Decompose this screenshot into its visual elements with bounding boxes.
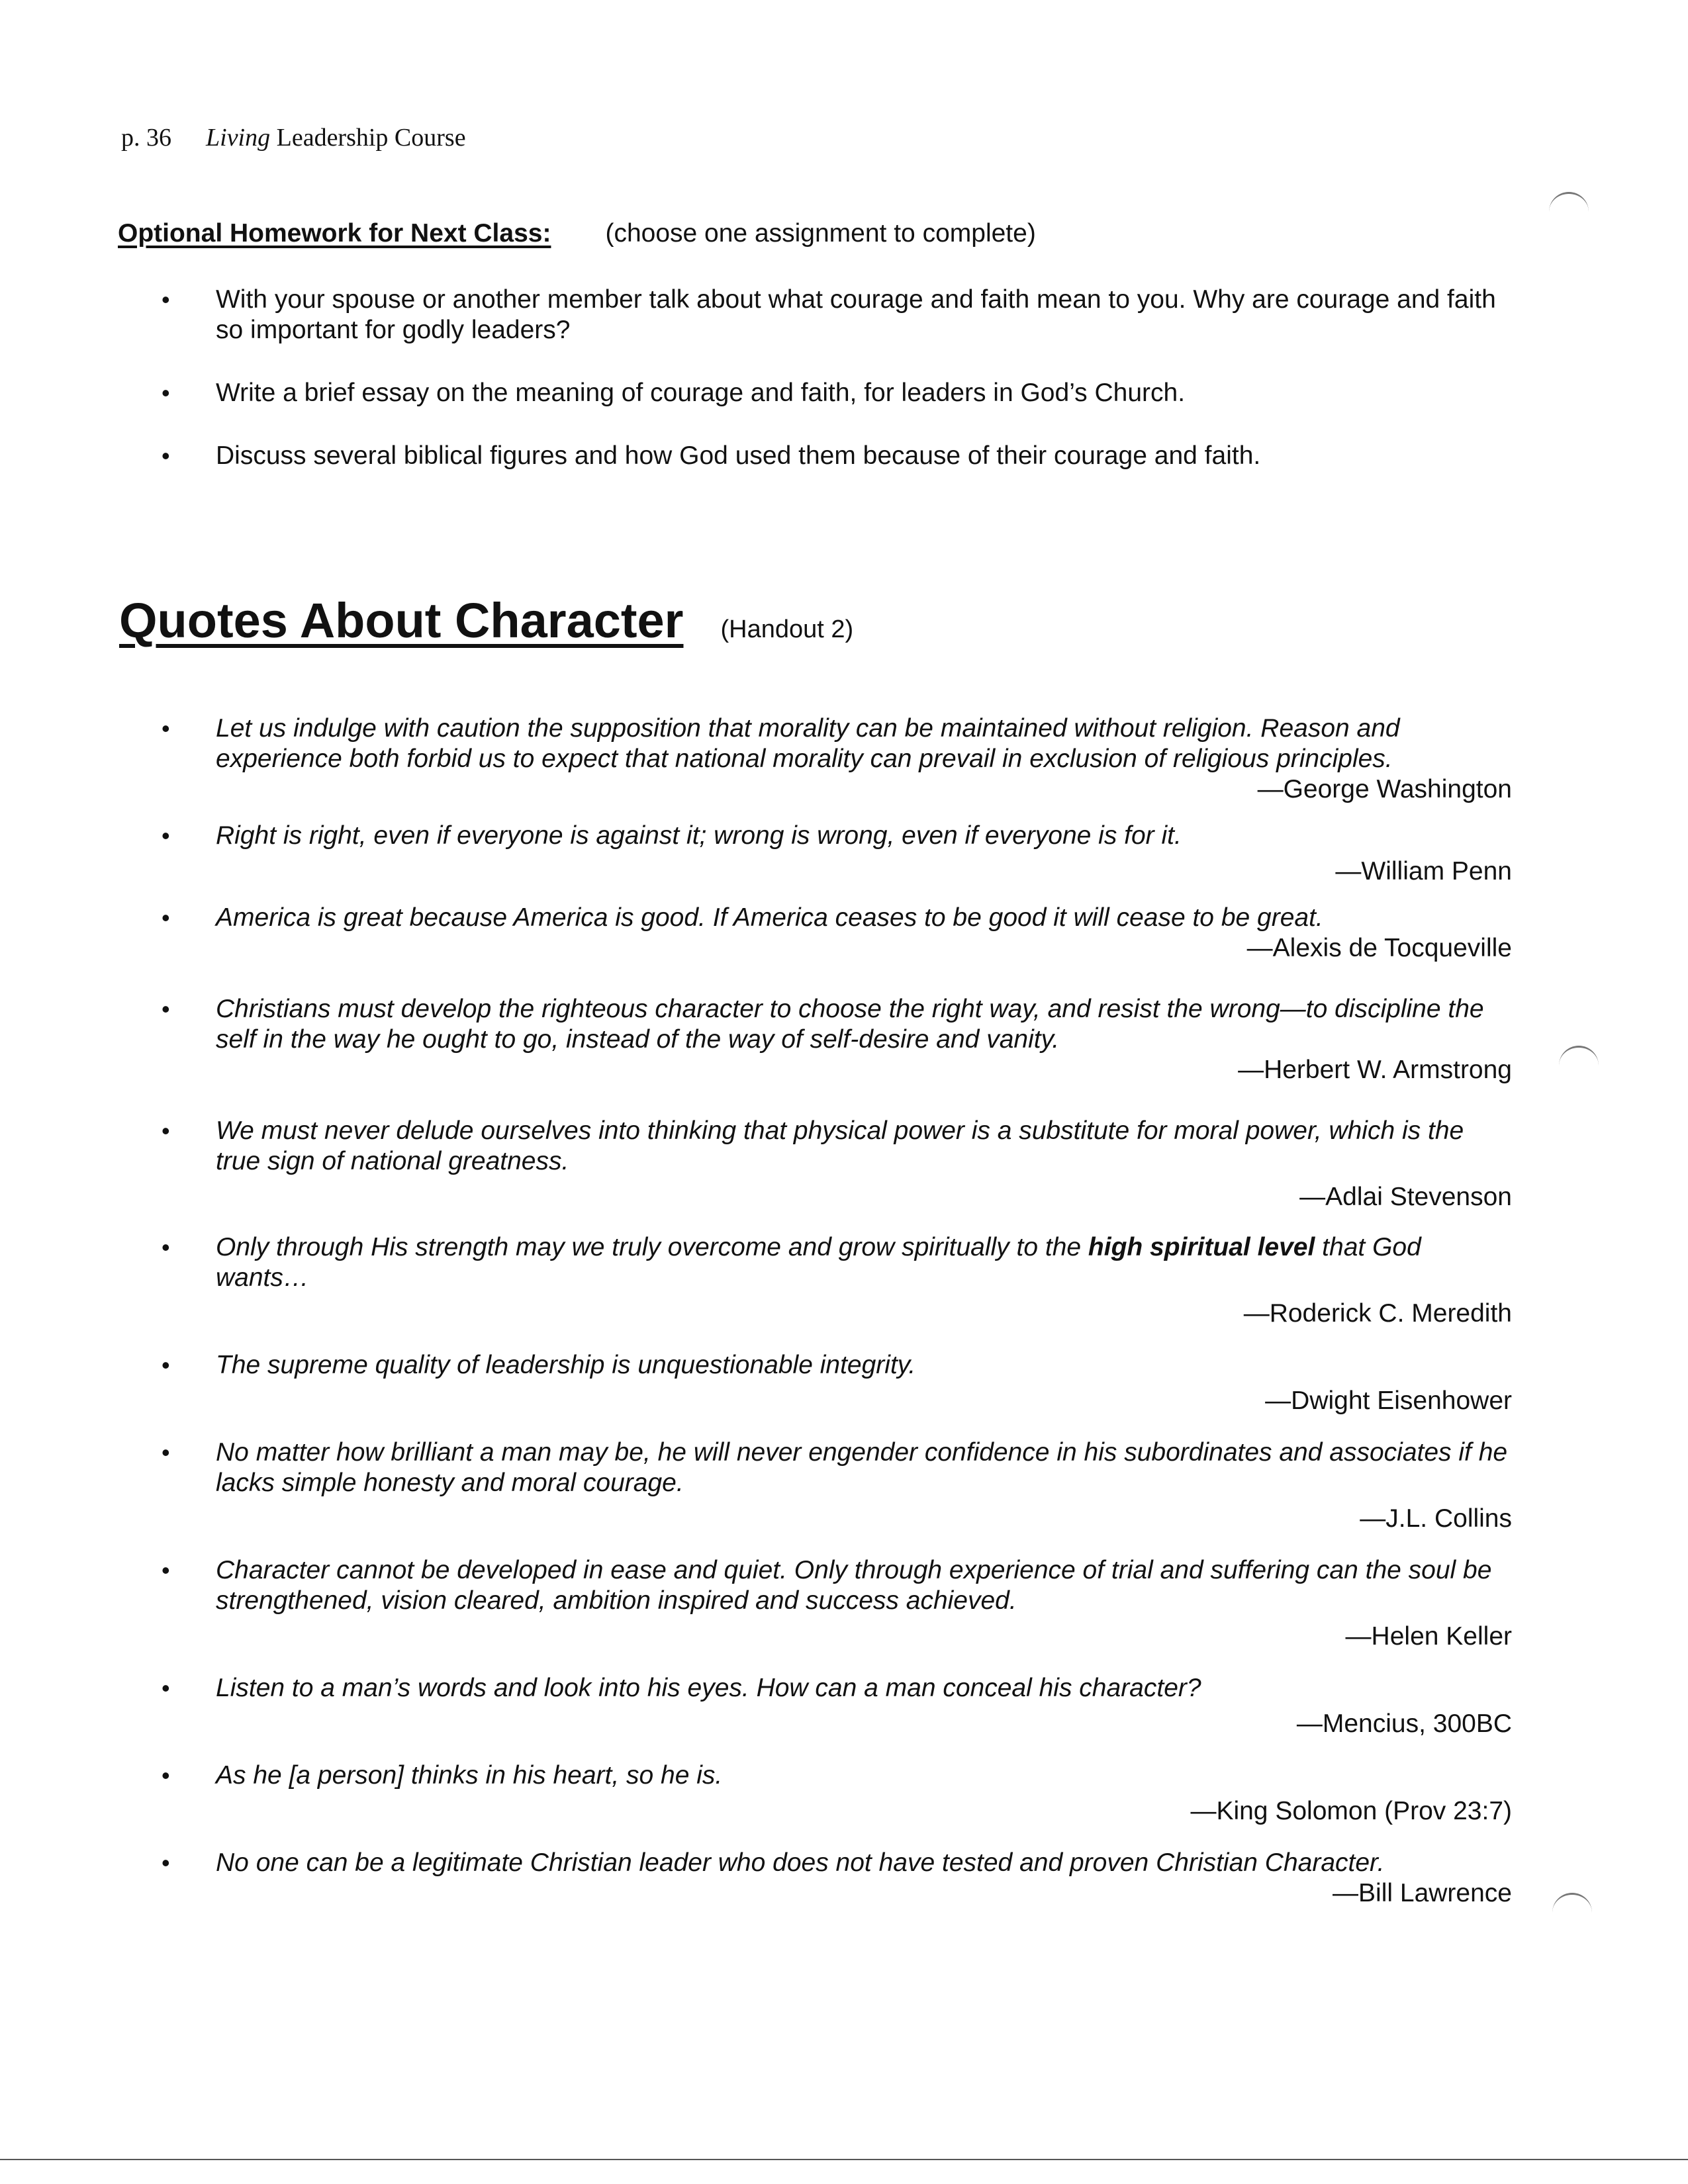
quote-item <box>162 903 1512 964</box>
scan-edge-mark <box>1549 192 1589 220</box>
quote-text: As he [a person] thinks in his heart, so he is. <box>216 1761 723 1790</box>
quote-text: No matter how brilliant a man may be, he will never engender confidence in his subordinates and associates if he lacks simple honesty and moral courage. <box>216 1438 1508 1497</box>
bullet: • <box>162 1849 170 1876</box>
quote-text: Let us indulge with caution the supposition that morality can be maintained without religion. Reason and experience both forbid us to expect that national morality can prevail in exclusion of religious principles. <box>216 714 1400 773</box>
bullet: • <box>162 1234 170 1261</box>
bullet: • <box>162 715 170 742</box>
quote-item <box>162 1350 1512 1416</box>
quote-author: —King Solomon (Prov 23:7) <box>1190 1797 1512 1825</box>
quotes-heading-line <box>119 592 853 649</box>
quote-item <box>162 1848 1512 1909</box>
bullet: • <box>162 904 170 931</box>
quote-item <box>162 821 1512 887</box>
homework-item-text: With your spouse or another member talk about what courage and faith mean to you. Why are courage and faith so important for godly leaders? <box>216 285 1496 344</box>
quote-author: —Herbert W. Armstrong <box>1238 1056 1512 1084</box>
homework-item <box>162 378 1525 408</box>
quote-text-emphasis: high spiritual level <box>1088 1233 1315 1261</box>
scan-edge-mark <box>1559 1046 1599 1074</box>
page-bottom-rule <box>0 2159 1688 2160</box>
homework-item <box>162 285 1525 345</box>
quote-text: Right is right, even if everyone is against it; wrong is wrong, even if everyone is for it. <box>216 821 1182 850</box>
homework-item-text: Discuss several biblical figures and how God used them because of their courage and faith. <box>216 441 1261 470</box>
quote-text: America is great because America is good. If America ceases to be good it will cease to be great. <box>216 903 1323 932</box>
homework-heading: Optional Homework for Next Class: <box>118 219 551 248</box>
quote-author: —Roderick C. Meredith <box>1243 1299 1512 1328</box>
scan-edge-mark <box>1552 1893 1592 1921</box>
quote-author: —Dwight Eisenhower <box>1265 1387 1512 1415</box>
bullet: • <box>162 1762 170 1789</box>
quote-author: —J.L. Collins <box>1360 1504 1512 1533</box>
homework-list <box>162 285 1525 504</box>
bullet: • <box>162 1117 170 1144</box>
quote-text: The supreme quality of leadership is unquestionable integrity. <box>216 1351 916 1379</box>
bullet: • <box>162 995 170 1023</box>
homework-item-text: Write a brief essay on the meaning of courage and faith, for leaders in God’s Church. <box>216 379 1186 407</box>
quote-author: —Alexis de Tocqueville <box>1246 934 1512 962</box>
quote-text: We must never delude ourselves into thinking that physical power is a substitute for moral power, which is the true sign of national greatness. <box>216 1116 1464 1175</box>
bullet: • <box>162 1439 170 1466</box>
quote-item <box>162 1437 1512 1534</box>
page-number: p. 36 <box>121 124 171 152</box>
bullet: • <box>162 379 170 406</box>
quotes-section-title: Quotes About Character <box>119 593 684 648</box>
quote-item <box>162 1232 1512 1329</box>
homework-note: (choose one assignment to complete) <box>605 219 1036 248</box>
quote-text <box>216 1232 1512 1293</box>
quote-text: No one can be a legitimate Christian leader who does not have tested and proven Christian Character. <box>216 1848 1385 1877</box>
bullet: • <box>162 1557 170 1584</box>
quote-author: —Mencius, 300BC <box>1296 1709 1512 1738</box>
handout-note: (Handout 2) <box>720 615 854 643</box>
bullet: • <box>162 442 170 469</box>
quote-text: Christians must develop the righteous character to choose the right way, and resist the wrong—to discipline the self in the way he ought to go, instead of the way of self-desire and vanity. <box>216 995 1484 1054</box>
quote-text-part: Only through His strength may we truly overcome and grow spiritually to the <box>216 1233 1088 1261</box>
homework-heading-line <box>118 218 1036 249</box>
bullet: • <box>162 1351 170 1379</box>
quote-item <box>162 1760 1512 1827</box>
quote-item <box>162 1673 1512 1739</box>
quote-item <box>162 1116 1512 1212</box>
bullet: • <box>162 1674 170 1702</box>
quote-text-part: that God wants… <box>216 1233 1421 1292</box>
quote-author: —Adlai Stevenson <box>1299 1183 1512 1211</box>
quote-author: —Helen Keller <box>1345 1622 1512 1651</box>
homework-item <box>162 441 1525 471</box>
quote-item <box>162 994 1512 1085</box>
quote-text: Listen to a man’s words and look into his eyes. How can a man conceal his character? <box>216 1674 1201 1702</box>
quote-author: —Bill Lawrence <box>1333 1879 1512 1907</box>
bullet: • <box>162 822 170 849</box>
course-title-rest: Leadership Course <box>270 124 466 152</box>
quote-item <box>162 1555 1512 1652</box>
quote-item <box>162 713 1512 805</box>
quote-list <box>162 713 1512 1909</box>
quote-author: —William Penn <box>1335 857 1512 886</box>
course-title-italic: Living <box>206 124 271 152</box>
quote-text: Character cannot be developed in ease and quiet. Only through experience of trial and suffering can the soul be strengthened, vision cleared, ambition inspired and success achieved. <box>216 1556 1492 1615</box>
page-header <box>121 123 466 152</box>
quote-author: —George Washington <box>1257 775 1512 803</box>
bullet: • <box>162 286 170 313</box>
